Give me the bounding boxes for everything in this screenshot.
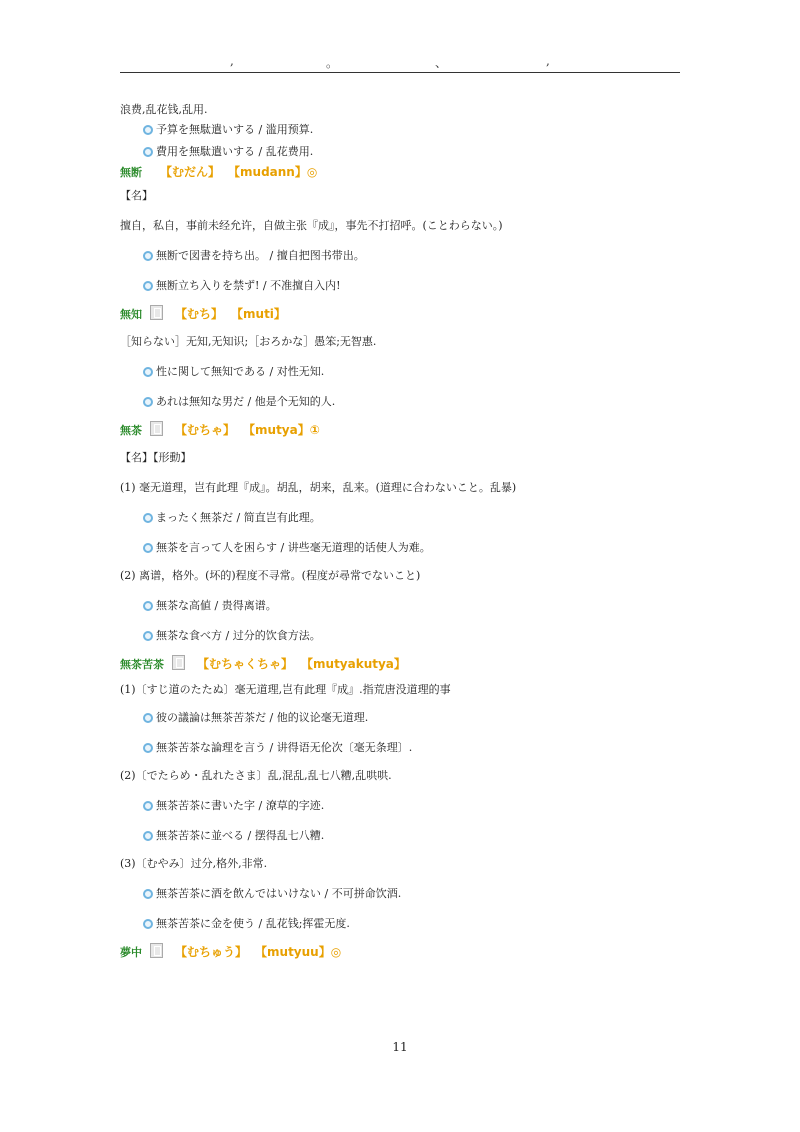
example-item: あれは無知な男だ / 他是个无知的人.: [120, 394, 680, 410]
dictionary-icon: [150, 421, 163, 436]
headword-kana: 【むちゃ】: [175, 423, 236, 437]
bullet-icon: [143, 889, 153, 899]
definition: ［知らない］无知,无知识;［おろかな］愚笨;无智惠.: [120, 335, 377, 348]
headword-kanji: 無知: [120, 308, 142, 321]
example-item: 無茶苦茶に酒を飲んではいけない / 不可拼命饮酒.: [120, 886, 680, 902]
example-item: 無茶な食べ方 / 过分的饮食方法。: [120, 628, 680, 644]
definition: 擅自，私自，事前未经允许，自做主张『成』，事先不打招呼。(ことわらない。): [120, 219, 503, 232]
headword-kanji: 無茶苦茶: [120, 658, 164, 671]
dictionary-icon: [172, 655, 185, 670]
headword-muchakucha: [120, 654, 680, 674]
headword-kana: 【むち】: [175, 307, 224, 321]
part-of-speech: 【名】: [120, 189, 153, 202]
bullet-icon: [143, 513, 153, 523]
bullet-icon: [143, 713, 153, 723]
headword-kana: 【むちゃくちゃ】: [197, 657, 294, 671]
headword-romaji: 【mudann】◎: [234, 165, 318, 179]
headword-kana: 【むだん】: [160, 165, 221, 179]
bullet-icon: [143, 601, 153, 611]
bullet-icon: [143, 631, 153, 641]
header-mark: ,: [546, 54, 550, 68]
headword-romaji: 【mutyakutya】: [307, 657, 406, 671]
headword-kanji: 夢中: [120, 946, 142, 959]
bullet-icon: [143, 251, 153, 261]
example-item: 無茶な高値 / 贵得离谱。: [120, 598, 680, 614]
example-item: 無茶苦茶に書いた字 / 潦草的字迹.: [120, 798, 680, 814]
bullet-icon: [143, 367, 153, 377]
header-rule: [120, 72, 680, 73]
header-mark: 、: [435, 56, 448, 70]
dictionary-icon: [150, 943, 163, 958]
bullet-icon: [143, 147, 153, 157]
example-item: まったく無茶だ / 简直岂有此理。: [120, 510, 680, 526]
sense: (2) 离谱，格外。(坏的)程度不寻常。(程度が尋常でないこと): [120, 569, 421, 582]
example-item: 無断で図書を持ち出。 / 擅自把图书带出。: [120, 248, 680, 264]
bullet-icon: [143, 801, 153, 811]
headword-kanji: 無断: [120, 166, 142, 179]
headword-mudan: [120, 162, 680, 182]
example-item: 性に関して無知である / 对性无知.: [120, 364, 680, 380]
header-mark: 。: [326, 56, 339, 70]
bullet-icon: [143, 543, 153, 553]
dictionary-icon: [150, 305, 163, 320]
sense: (1)〔すじ道のたたぬ〕毫无道理,岂有此理『成』.指荒唐没道理的事: [120, 683, 451, 696]
sense: (2)〔でたらめ・乱れたさま〕乱,混乱,乱七八糟,乱哄哄.: [120, 769, 392, 782]
example-item: 予算を無駄遣いする / 滥用预算.: [120, 122, 680, 138]
header-mark: ,: [230, 54, 234, 68]
headword-kana: 【むちゅう】: [175, 945, 248, 959]
bullet-icon: [143, 743, 153, 753]
page-number: 11: [392, 1040, 408, 1054]
header-punctuation: [120, 54, 680, 70]
bullet-icon: [143, 831, 153, 841]
headword-romaji: 【muti】: [237, 307, 286, 321]
sense: (3)〔むやみ〕过分,格外,非常.: [120, 857, 268, 870]
example-item: 無茶を言って人を困らす / 讲些毫无道理的话使人为难。: [120, 540, 680, 556]
bullet-icon: [143, 125, 153, 135]
example-item: 費用を無駄遣いする / 乱花费用.: [120, 144, 680, 160]
example-item: 無茶苦茶に金を使う / 乱花钱;挥霍无度.: [120, 916, 680, 932]
example-item: 彼の議論は無茶苦茶だ / 他的议论毫无道理.: [120, 710, 680, 726]
headword-mucha: [120, 420, 680, 440]
definition: 浪费,乱花钱,乱用.: [120, 103, 208, 116]
headword-romaji: 【mutyuu】◎: [261, 945, 342, 959]
bullet-icon: [143, 281, 153, 291]
bullet-icon: [143, 397, 153, 407]
headword-muchu: [120, 942, 680, 962]
sense: (1) 毫无道理，岂有此理『成』。胡乱，胡来，乱来。(道理に合わないこと。乱暴): [120, 481, 517, 494]
headword-romaji: 【mutya】①: [249, 423, 320, 437]
example-item: 無茶苦茶に並べる / 摆得乱七八糟.: [120, 828, 680, 844]
example-item: 無茶苦茶な論理を言う / 讲得语无伦次〔毫无条理〕.: [120, 740, 680, 756]
headword-kanji: 無茶: [120, 424, 142, 437]
bullet-icon: [143, 919, 153, 929]
dictionary-content: [120, 100, 680, 962]
part-of-speech: 【名】【形動】: [120, 451, 192, 464]
example-item: 無断立ち入りを禁ず! / 不准擅自入内!: [120, 278, 680, 294]
headword-muchi: [120, 304, 680, 324]
